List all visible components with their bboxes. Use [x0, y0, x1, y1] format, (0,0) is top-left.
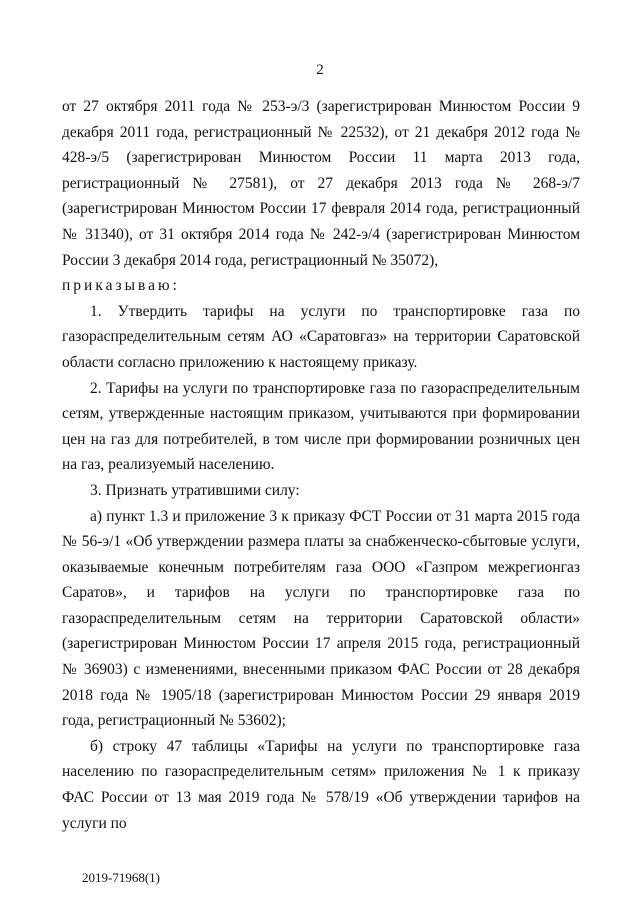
page-number: 2 — [316, 62, 324, 78]
document-footer-id: 2019-71968(1) — [82, 870, 160, 885]
paragraph-continuation: от 27 октября 2011 года № 253-э/3 (зарегистрирован Минюстом России 9 декабря 2011 года, регистрационный № 22532), от 21 декабря 2012 года № 428-э/5 (зарегистрирован Минюстом России 11 марта 2013 года, регистрационный № 27581), от 27 декабря 2013 года № 268-э/7 (зарегистрирован Минюстом России 17 февраля 2014 года, регистрационный № 31340), от 31 октября 2014 года № 242-э/4 (зарегистрирован Минюстом России 3 декабря 2014 года, регистрационный № 35072), — [62, 98, 580, 269]
paragraph-item-3b: б) строку 47 таблицы «Тарифы на услуги по транспортировке газа населению по газораспределительным сетям» приложения № 1 к приказу ФАС России от 13 мая 2019 года № 578/19 «Об утверждении тарифов на услуги по — [62, 737, 580, 832]
paragraph-item-3a: а) пункт 1.3 и приложение 3 к приказу ФСТ России от 31 марта 2015 года № 56-э/1 «Об утверждении размера платы за снабженческо-сбытовые услуги, оказываемые конечным потребителям газа ООО «Газпром межрегионгаз Саратов», и тарифов на услуги по транспортировке газа по газораспределительным сетям на территории Саратовской области» (зарегистрирован Минюстом России 17 апреля 2015 года, регистрационный № 36903) с изменениями, внесенными приказом ФАС России от 28 декабря 2018 года № 1905/18 (зарегистрирован Минюстом России 29 января 2019 года, регистрационный № 53602); — [62, 507, 580, 730]
document-body — [62, 94, 580, 836]
paragraph-item-3: 3. Признать утратившими силу: — [90, 481, 300, 499]
paragraph-item-2: 2. Тарифы на услуги по транспортировке газа по газораспределительным сетям, утвержденные настоящим приказом, учитываются при формировании цен на газ для потребителей, в том числе при формировании розничных цен на газ, реализуемый населению. — [62, 379, 580, 474]
paragraph-order-word: приказываю: — [62, 277, 180, 295]
paragraph-item-1: 1. Утвердить тарифы на услуги по транспортировке газа по газораспределительным сетям АО «Саратовгаз» на территории Саратовской области согласно приложению к настоящему приказу. — [62, 302, 580, 371]
